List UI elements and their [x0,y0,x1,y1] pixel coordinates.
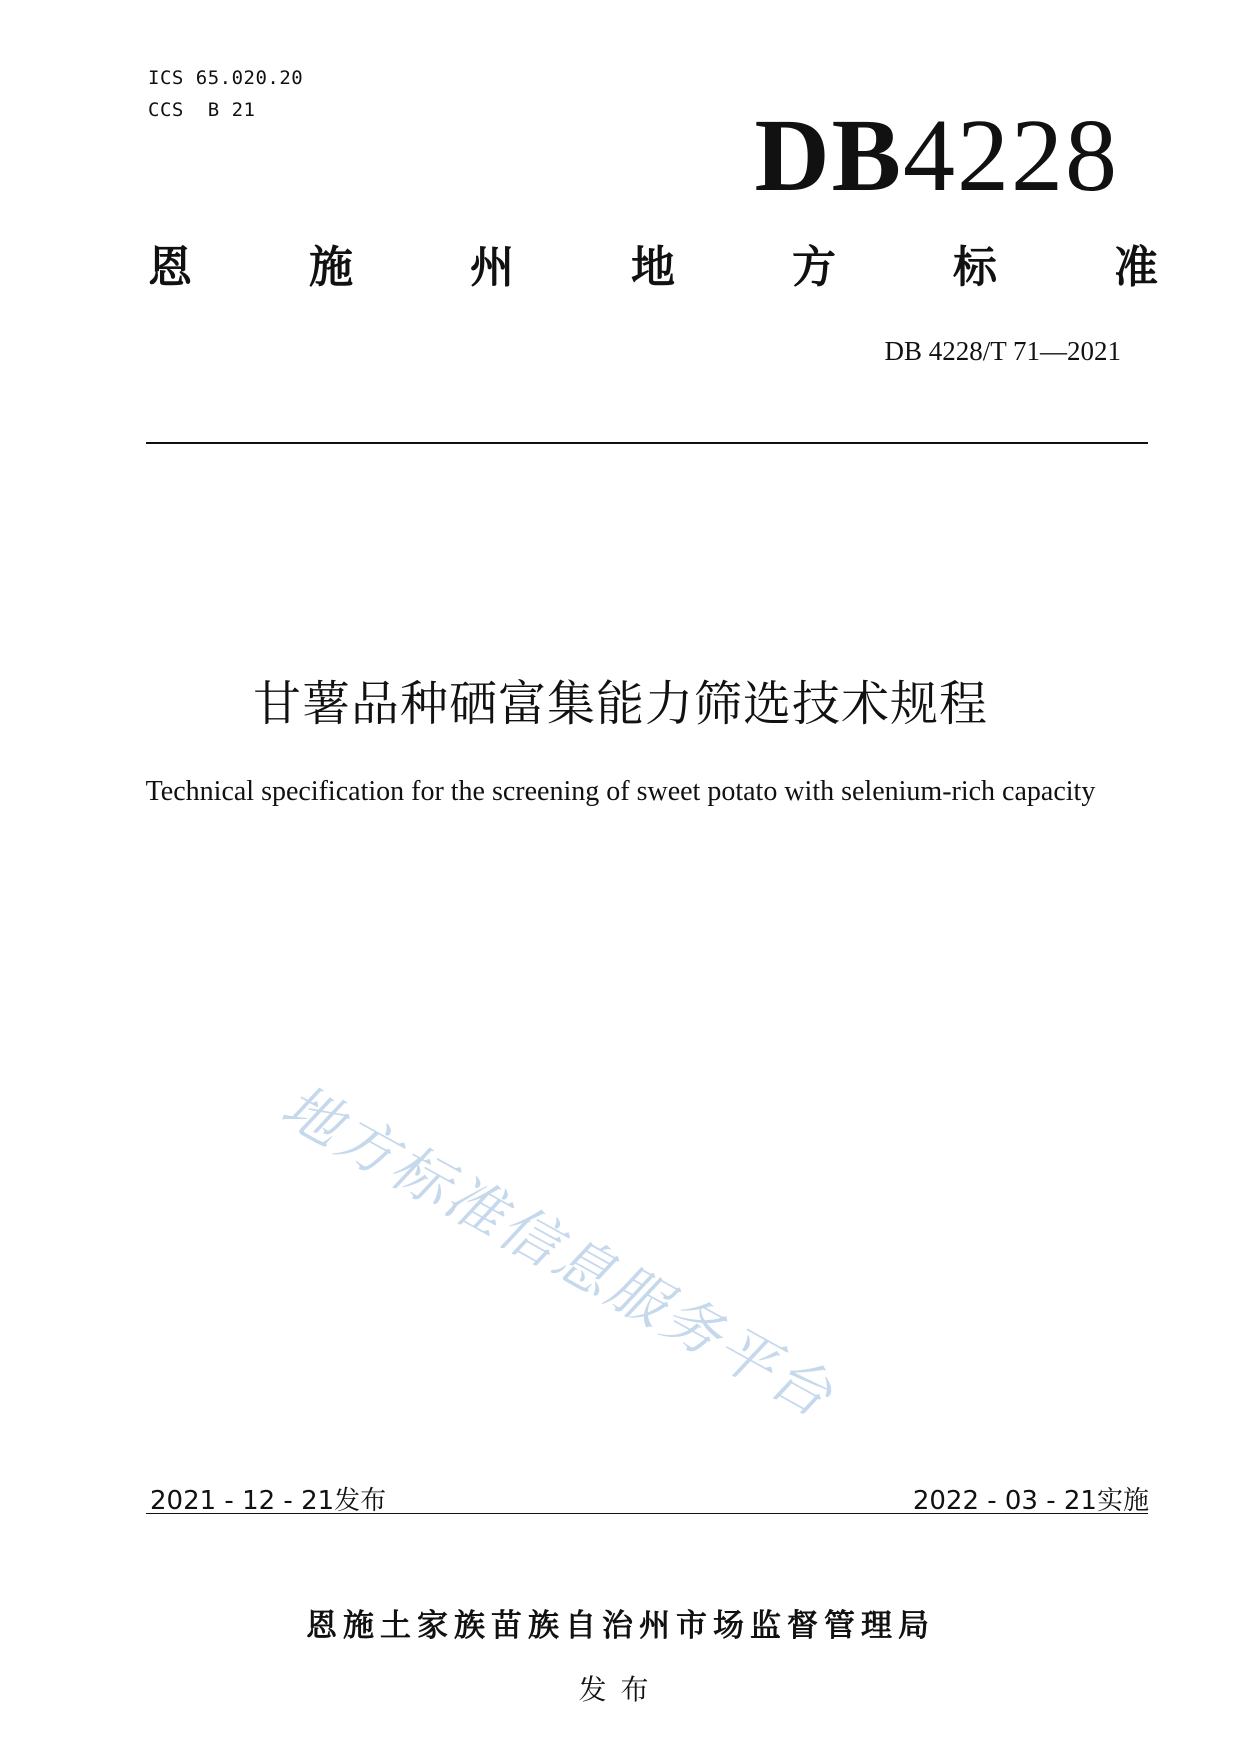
brand-prefix: DB [754,98,903,213]
standard-type-char: 标 [953,242,997,293]
standard-type-char: 地 [631,242,675,293]
header-divider [146,442,1148,444]
standard-type-char: 州 [470,242,514,293]
date-divider [146,1513,1148,1514]
implement-label: 实施 [1096,1486,1149,1516]
implement-date-value: 2022 - 03 - 21 [912,1486,1097,1516]
ccs-code: CCS B 21 [148,99,256,121]
document-title-english: Technical specification for the screening of sweet potato with selenium-rich capacity [145,776,1096,807]
release-date [150,1480,386,1517]
standard-type [148,240,1158,296]
standard-type-char: 施 [309,242,353,293]
release-label: 发布 [334,1486,387,1516]
issuing-authority: 恩施土家族苗族自治州市场监督管理局 [306,1608,935,1644]
standard-brand [754,98,1119,213]
standard-number: DB 4228/T 71—2021 [884,336,1121,366]
implement-date [913,1480,1149,1517]
standard-type-char: 方 [792,242,836,293]
brand-number: 4228 [903,98,1119,213]
ics-code: ICS 65.020.20 [148,67,304,89]
standard-type-char: 准 [1114,242,1158,293]
release-date-value: 2021 - 12 - 21 [150,1486,335,1516]
document-title: 甘薯品种硒富集能力筛选技术规程 [252,676,988,732]
standard-type-char: 恩 [148,242,192,293]
classification-codes [148,62,303,126]
publish-label: 发布 [578,1673,663,1706]
watermark: 地方标准信息服务平台 [270,1071,846,1432]
